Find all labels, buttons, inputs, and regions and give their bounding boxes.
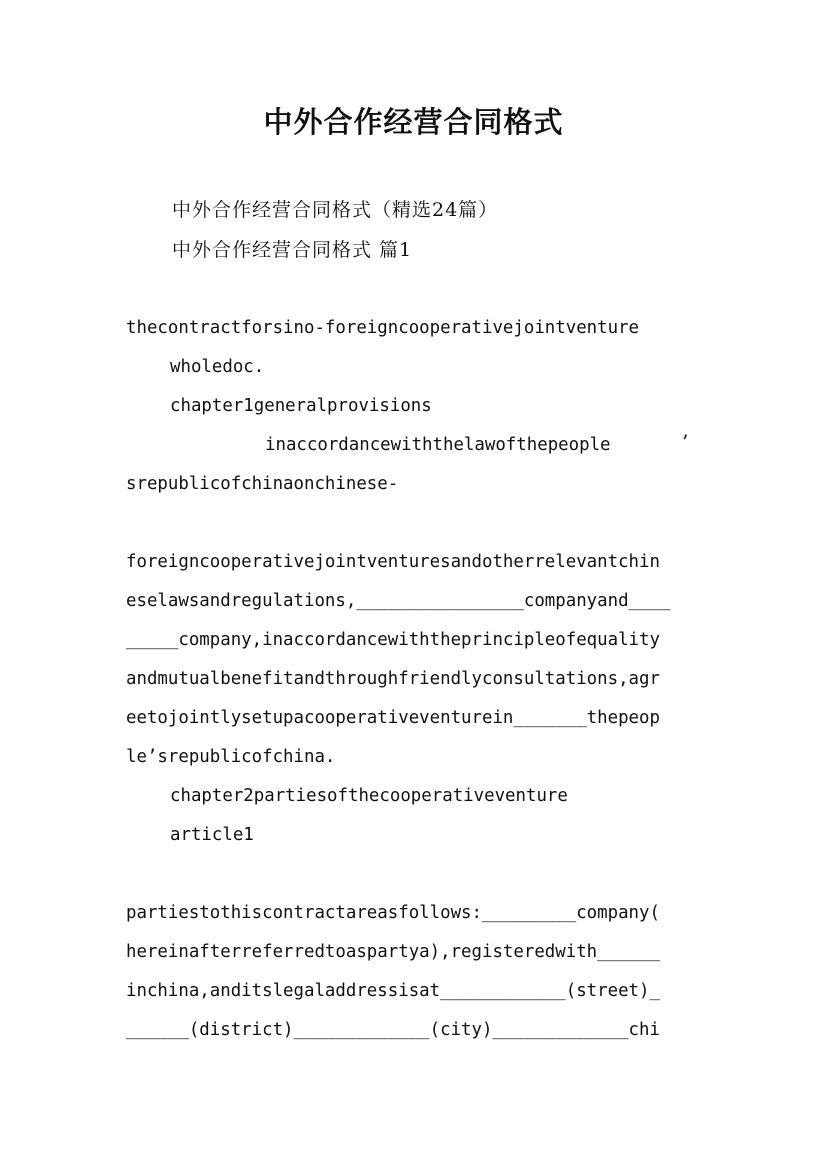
body-line-2: wholedoc. <box>170 357 265 377</box>
body-line-15: hereinafterreferredtoaspartya),registeredwith______ <box>126 942 660 962</box>
subtitle-collection: 中外合作经营合同格式（精选24篇） <box>172 199 499 221</box>
body-line-14: partiestothiscontractareasfollows:_________company( <box>126 903 660 923</box>
body-line-7: eselawsandregulations,________________companyand____ <box>126 591 671 611</box>
body-line-12: chapter2partiesofthecooperativeventure <box>170 786 568 806</box>
body-line-11: le’srepublicofchina. <box>126 747 336 767</box>
body-line-4: inaccordancewiththelawofthepeople <box>265 435 611 455</box>
body-line-8: _____company,inaccordancewiththeprincipleofequality <box>126 630 660 650</box>
body-line-5: srepublicofchinaonchinese- <box>126 474 399 494</box>
apostrophe-mark: ’ <box>682 430 689 454</box>
body-line-16: inchina,anditslegaladdressisat____________(street)_ <box>126 981 660 1001</box>
body-line-9: andmutualbenefitandthroughfriendlyconsultations,agr <box>126 669 660 689</box>
body-line-10: eetojointlysetupacooperativeventurein_______thepeop <box>126 708 660 728</box>
body-line-3: chapter1generalprovisions <box>170 396 432 416</box>
document-title: 中外合作经营合同格式 <box>263 105 564 139</box>
subtitle-chapter: 中外合作经营合同格式 篇1 <box>172 239 413 261</box>
body-line-1: thecontractforsino-foreigncooperativejointventure <box>126 318 640 338</box>
body-line-6: foreigncooperativejointventuresandotherrelevantchin <box>126 552 660 572</box>
body-line-17: ______(district)_____________(city)_____________chi <box>126 1020 660 1040</box>
body-line-13: article1 <box>170 825 254 845</box>
